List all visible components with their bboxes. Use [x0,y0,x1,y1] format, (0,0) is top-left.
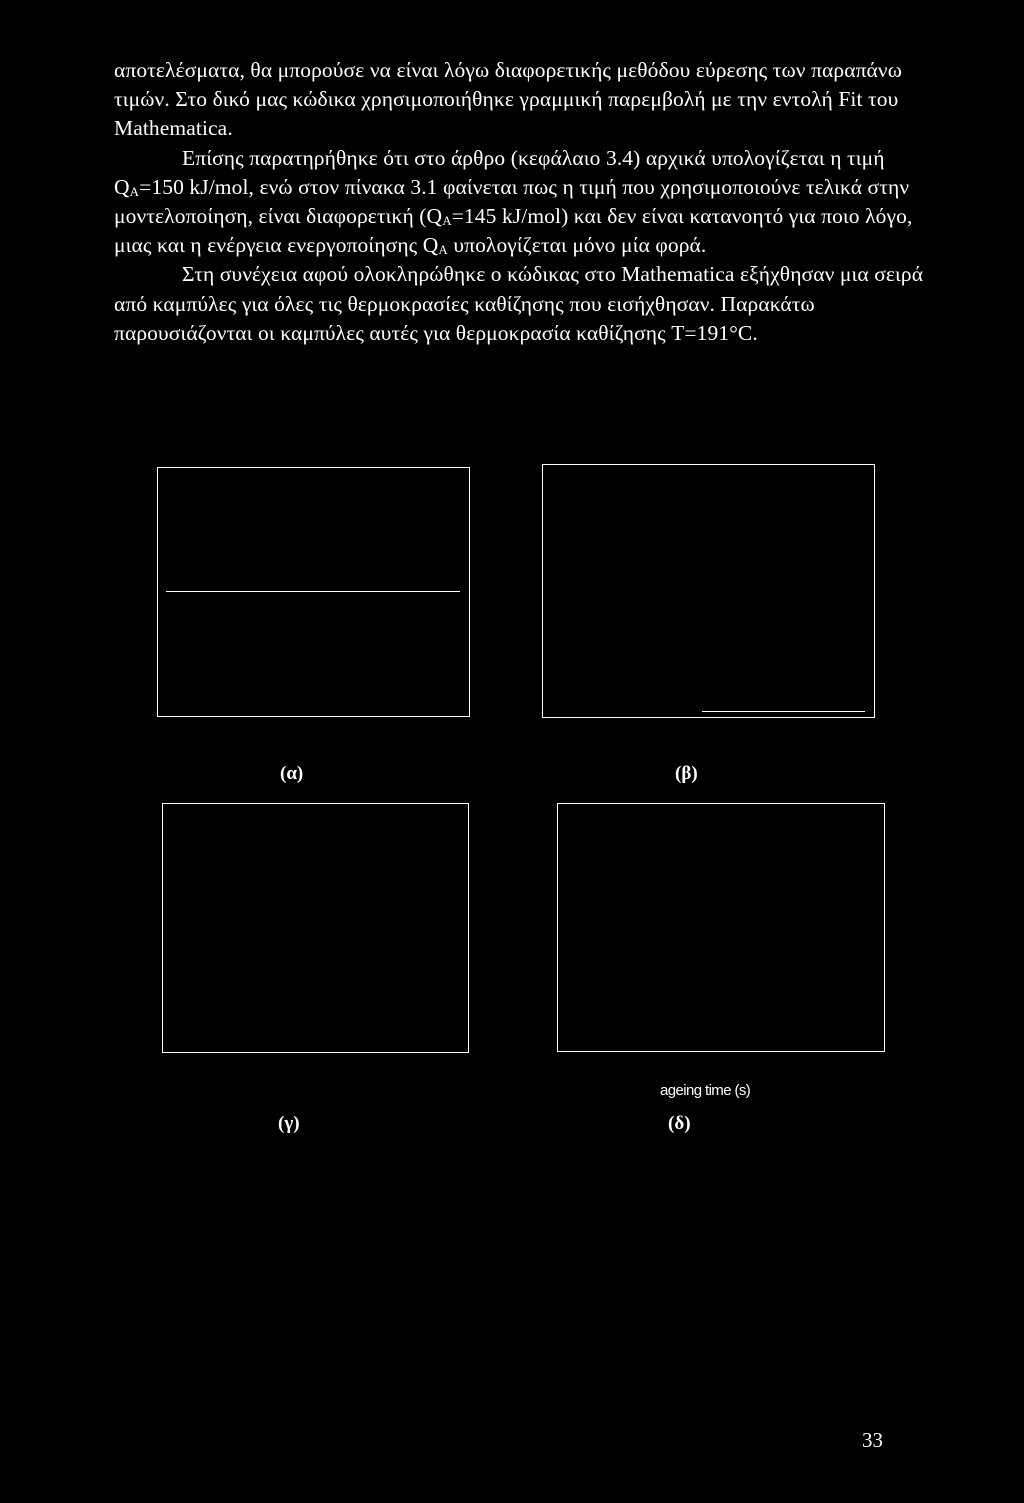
figure-panel-a [157,467,470,717]
text-segment: Επίσης παρατηρήθηκε ότι στο άρθρο (κεφάλαιο 3.4) αρχικά υπολογίζεται η τιμή Q [114,145,885,199]
text-segment: Στη συνέχεια αφού ολοκληρώθηκε ο κώδικας στο Mathematica εξήχθησαν μια σειρά από καμπύλες για όλες τις θερμοκρασίες καθίζησης που εισήχθησαν. Παρακάτω παρουσιάζονται οι καμπύλες αυτές για θερμοκρασία καθίζησης T=191°C. [114,262,924,345]
figure-d-axis-label: ageing time (s) [660,1082,751,1099]
figure-caption-a: (α) [280,763,304,784]
subscript-text: A [442,213,452,229]
figure-caption-c: (γ) [278,1113,300,1134]
paragraph [114,260,926,348]
body-text [114,56,926,348]
subscript-text: A [129,183,140,199]
subscript-text: A [438,242,448,258]
text-segment: =145 kJ/mol) και δεν είναι κατανοητό για ποιο λόγο, μιας και η ενέργεια ενεργοποίησης Q [114,204,913,258]
figure-b-curve-line [702,711,865,712]
paragraph [114,144,926,261]
text-segment: =150 kJ/mol, ενώ στον πίνακα 3.1 φαίνεται πως η τιμή που χρησιμοποιούνε τελικά στην μοντελοποίηση, είναι διαφορετική (Q [114,174,910,229]
page-number: 33 [862,1428,883,1452]
figure-caption-d: (δ) [668,1113,691,1134]
figure-panel-b [542,464,875,718]
figure-a-curve-line [166,591,460,592]
text-segment: αποτελέσματα, θα μπορούσε να είναι λόγω διαφορετικής μεθόδου εύρεσης των παραπάνω τιμών. Στο δικό μας κώδικα χρησιμοποιήθηκε γραμμική παρεμβολή με την εντολή Fit του Mathematica. [114,58,902,141]
paragraph [114,56,926,144]
text-segment: υπολογίζεται μόνο μία φορά. [447,233,707,258]
figure-panel-c [162,803,469,1053]
figure-panel-d [557,803,885,1052]
figure-caption-b: (β) [675,763,698,784]
